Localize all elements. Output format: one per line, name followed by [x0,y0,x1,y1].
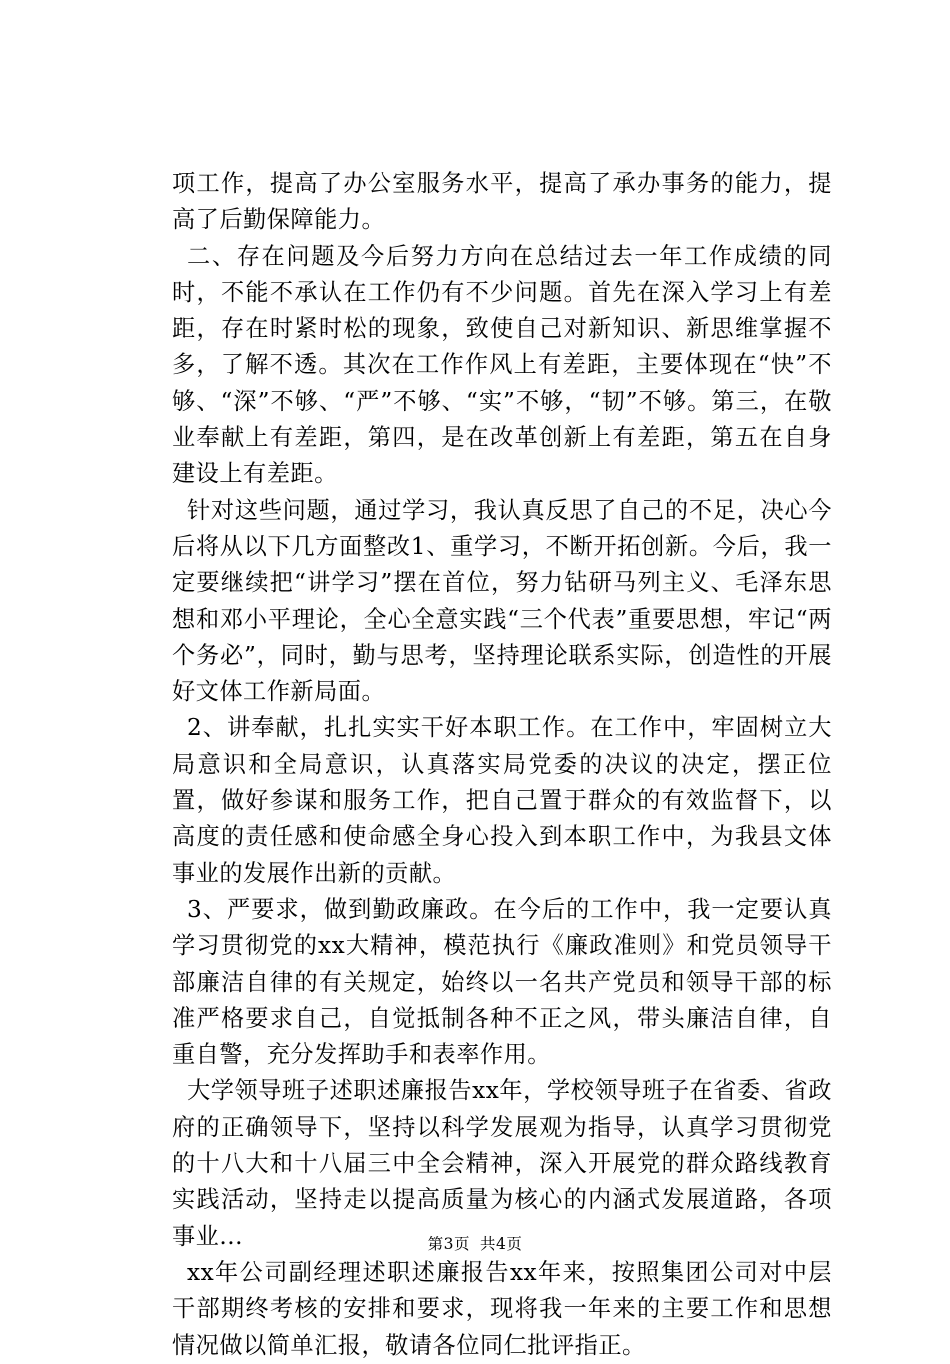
page-number: 第3页 [427,1235,470,1253]
page-footer [0,1232,950,1254]
paragraph-university-report: 大学领导班子述职述廉报告xx年，学校领导班子在省委、省政府的正确领导下，坚持以科学发展观为指导，认真学习贯彻党的十八大和十八届三中全会精神，深入开展党的群众路线教育实践活动，坚持走以提高质量为核心的内涵式发展道路，各项事业... [172,1077,832,1250]
paragraph-rectification: 针对这些问题，通过学习，我认真反思了自己的不足，决心今后将从以下几方面整改1、重学习，不断开拓创新。今后，我一定要继续把“讲学习”摆在首位，努力钻研马列主义、毛泽东思想和邓小平理论，全心全意实践“三个代表”重要思想，牢记“两个务必”，同时，勤与思考，坚持理论联系实际，创造性的开展好文体工作新局面。 [172,496,832,706]
paragraph-company-report: xx年公司副经理述职述廉报告xx年来，按照集团公司对中层干部期终考核的安排和要求，现将我一年来的主要工作和思想情况做以简单汇报，敬请各位同仁批评指正。 [172,1258,832,1359]
page-total: 共4页 [480,1235,523,1253]
paragraph-integrity: 3、严要求，做到勤政廉政。在今后的工作中，我一定要认真学习贯彻党的xx大精神，模范执行《廉政准则》和党员领导干部廉洁自律的有关规定，始终以一名共产党员和领导干部的标准严格要求自己，自觉抵制各种不正之风，带头廉洁自律，自重自警，充分发挥助手和表率作用。 [172,895,832,1069]
document-body [172,166,832,1364]
paragraph-continuation: 项工作，提高了办公室服务水平，提高了承办事务的能力，提高了后勤保障能力。 [172,170,832,234]
paragraph-dedication: 2、讲奉献，扎扎实实干好本职工作。在工作中，牢固树立大局意识和全局意识，认真落实局党委的决议的决定，摆正位置，做好参谋和服务工作，把自己置于群众的有效监督下，以高度的责任感和使命感全身心投入到本职工作中，为我县文体事业的发展作出新的贡献。 [172,714,832,887]
paragraph-problems: 二、存在问题及今后努力方向在总结过去一年工作成绩的同时，不能不承认在工作仍有不少问题。首先在深入学习上有差距，存在时紧时松的现象，致使自己对新知识、新思维掌握不多，了解不透。其次在工作作风上有差距，主要体现在“快”不够、“深”不够、“严”不够、“实”不够，“韧”不够。第三，在敬业奉献上有差距，第四，是在改革创新上有差距，第五在自身建设上有差距。 [172,242,832,488]
